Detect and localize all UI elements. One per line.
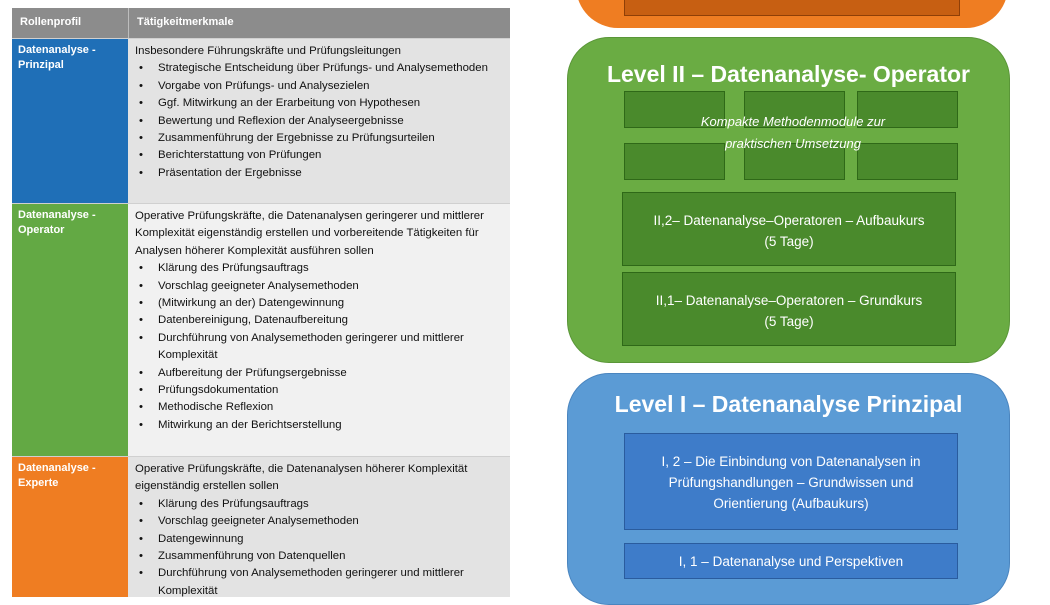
role-intro: Insbesondere Führungskräfte und Prüfungsleitungen [135,45,401,57]
level-iii-course-box-partial [624,0,960,16]
course-line: (5 Tage) [764,234,814,249]
caption-line: praktischen Umsetzung [725,136,861,151]
list-item: • Bewertung und Reflexion der Analyseergebnisse [135,113,504,130]
course-line: Orientierung (Aufbaukurs) [713,496,869,511]
list-item: • Klärung des Prüfungsauftrags [135,496,504,513]
list-item: • Zusammenführung der Ergebnisse zu Prüfungsurteilen [135,130,504,147]
list-item: • Ggf. Mitwirkung an der Erarbeitung von Hypothesen [135,95,504,112]
list-item: • Klärung des Prüfungsauftrags [135,260,504,277]
role-description-operator [128,204,510,456]
role-label-line: Datenanalyse - [18,462,96,474]
course-line: (5 Tage) [764,314,814,329]
list-item: • Datenbereinigung, Datenaufbereitung [135,312,504,329]
course-line: I, 2 – Die Einbindung von Datenanalysen in [661,454,921,469]
table-header [12,8,510,38]
role-label-line: Prinzipal [18,59,64,71]
role-label-expert [12,457,128,597]
list-item: • Aufbereitung der Prüfungsergebnisse [135,365,504,382]
role-label-operator [12,204,128,456]
list-item: • Prüfungsdokumentation [135,382,504,399]
activity-list [135,260,504,434]
table-row-principal [12,38,510,203]
list-item: • Durchführung von Analysemethoden geringerer und mittlerer Komplexität [135,330,504,365]
course-ii-2-advanced [622,192,956,266]
role-intro: Operative Prüfungskräfte, die Datenanalysen geringerer und mittlerer Komplexität eigenständig erstellen und vorbereitende Tätigkeiten für Analysen höherer Komplexität ausführen sollen [135,210,484,257]
level-i-panel [567,373,1010,605]
activity-list [135,496,504,597]
caption-line: Kompakte Methodenmodule zur [700,114,886,129]
role-description-expert [128,457,510,597]
role-label-line: Experte [18,477,59,489]
table-row-operator [12,203,510,456]
role-description-principal [128,39,510,203]
activity-list [135,60,504,182]
list-item: • Vorgabe von Prüfungs- und Analysezielen [135,78,504,95]
role-label-line: Operator [18,224,65,236]
course-line: Prüfungshandlungen – Grundwissen und [668,475,914,490]
role-label-principal [12,39,128,203]
list-item: • Präsentation der Ergebnisse [135,165,504,182]
level-ii-panel [567,37,1010,363]
list-item: • Mitwirkung an der Berichtserstellung [135,417,504,434]
list-item: • Vorschlag geeigneter Analysemethoden [135,278,504,295]
method-modules-caption [678,111,908,155]
list-item: • Datengewinnung [135,531,504,548]
course-ii-1-basic [622,272,956,346]
level-ii-title: Level II – Datenanalyse- Operator [606,61,971,87]
role-label-line: Datenanalyse - [18,209,96,221]
role-intro: Operative Prüfungskräfte, die Datenanalysen höherer Komplexität eigenständig erstellen sollen [135,463,468,493]
header-role-profile: Rollenprofil [20,16,82,28]
course-line: II,2– Datenanalyse–Operatoren – Aufbaukurs [653,213,925,228]
list-item: • Methodische Reflexion [135,399,504,416]
course-line: II,1– Datenanalyse–Operatoren – Grundkurs [655,293,923,308]
list-item: • Strategische Entscheidung über Prüfungs- und Analysemethoden [135,60,504,77]
list-item: • Zusammenführung von Datenquellen [135,548,504,565]
role-profile-table [12,8,510,597]
role-label-line: Datenanalyse - [18,44,96,56]
course-i-1-basic: I, 1 – Datenanalyse und Perspektiven [624,543,958,579]
list-item: • Berichterstattung von Prüfungen [135,147,504,164]
table-row-expert [12,456,510,597]
course-i-2-advanced [624,433,958,530]
list-item: • Vorschlag geeigneter Analysemethoden [135,513,504,530]
header-activity-features: Tätigkeitmerkmale [128,8,510,38]
list-item: • Durchführung von Analysemethoden geringerer und mittlerer Komplexität [135,565,504,597]
level-i-title: Level I – Datenanalyse Prinzipal [614,391,963,417]
list-item: • (Mitwirkung an der) Datengewinnung [135,295,504,312]
